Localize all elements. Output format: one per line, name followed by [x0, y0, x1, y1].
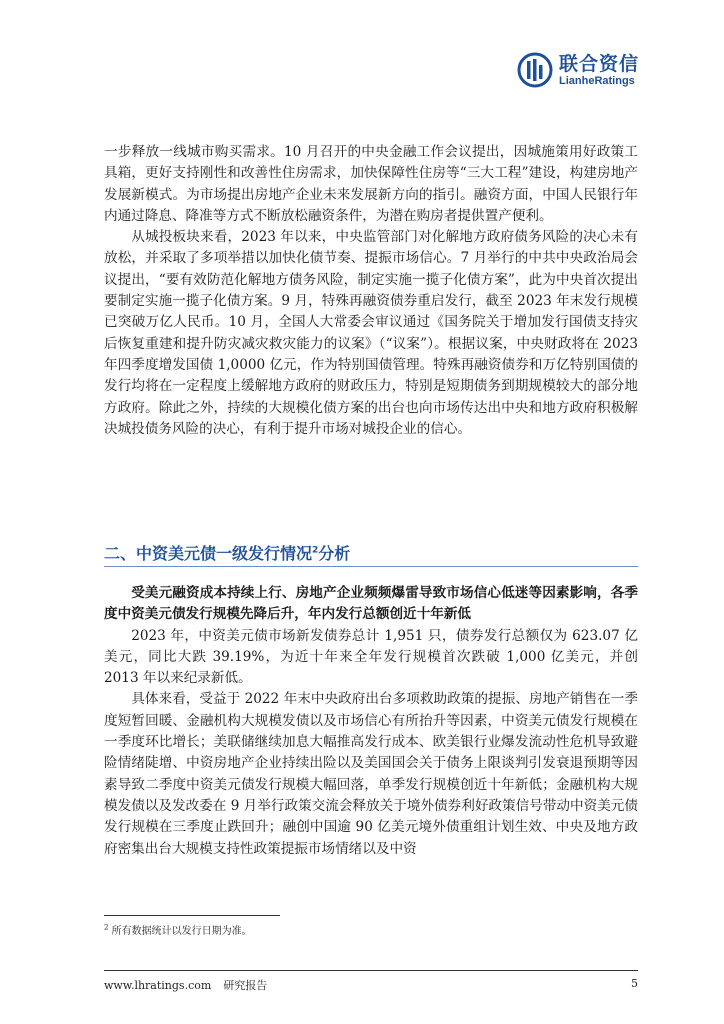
paragraph: 从城投板块来看，2023 年以来，中央监管部门对化解地方政府债务风险的决心未有放松，并采取了多项举措以加快化债节奏、提振市场信心。7 月举行的中共中央政治局会议提出，“要有效防范化解地方债务风险，制定实施一揽子化债方案”，此为中央首次提出要制定实施一揽子化债方案。9 月，特殊再融资债券重启发行，截至 2023 年末发行规模已突破万亿人民币。10 月，全国人大常委会审议通过《国务院关于增加发行国债支持灾后恢复重建和提升防灾减灾救灾能力的议案》（“议案”）。根据议案，中央财政将在 2023 年四季度增发国债 1,0000 亿元，作为特别国债管理。特殊再融资债券和万亿特别国债的发行均将在一定程度上缓解地方政府的财政压力，特别是短期债务到期规模较大的部分地方政府。除此之外，持续的大规模化债方案的出台也向市场传达出中央和地方政府积极解决城投债务风险的决心，有利于提升市场对城投企业的信心。 [104, 229, 638, 437]
footer-doc-type: 研究报告 [223, 979, 268, 992]
company-logo [517, 52, 639, 88]
body-text-bottom [104, 583, 638, 860]
section-heading-main: 二、中资美元债一级发行情况 [104, 544, 313, 563]
section-heading [104, 541, 638, 564]
footnote-divider [104, 915, 280, 916]
bold-subheading: 受美元融资成本持续上行、房地产企业频频爆雷导致市场信心低迷等因素影响，各季度中资美元债发行规模先降后升，年内发行总额创近十年新低 [104, 585, 638, 623]
lianhe-logo-icon [517, 52, 553, 88]
paragraph: 具体来看，受益于 2022 年末中央政府出台多项救助政策的提振、房地产销售在一季度短暂回暖、金融机构大规模发债以及市场信心有所抬升等因素，中资美元债发行规模在一季度环比增长；美联储继续加息大幅推高发行成本、欧美银行业爆发流动性危机导致避险情绪陡增、中资房地产企业持续出险以及美国国会关于债务上限谈判引发衰退预期等因素导致二季度中资美元债发行规模大幅回落，单季发行规模创近十年新低；金融机构大规模发债以及发改委在 9 月举行政策交流会释放关于境外债券利好政策信号带动中资美元债发行规模在三季度止跌回升；融创中国逾 90 亿美元境外债重组计划生效、中央及地方政府密集出台大规模支持性政策提振市场情绪以及中资 [104, 691, 638, 857]
footnote-text: 所有数据统计以发行日期为准。 [111, 926, 252, 937]
section-heading-tail: 分析 [318, 544, 351, 563]
footer-website-link[interactable]: www.lhratings.com [104, 979, 212, 992]
paragraph: 一步释放一线城市购买需求。10 月召开的中央金融工作会议提出，因城施策用好政策工具箱，更好支持刚性和改善性住房需求，加快保障性住房等“三大工程”建设，构建房地产发展新模式。为市场提出房地产企业未来发展新方向的指引。融资方面，中国人民银行年内通过降息、降准等方式不断放松融资条件，为潜在购房者提供置产便利。 [104, 144, 638, 224]
paragraph: 2023 年，中资美元债市场新发债券总计 1,951 只，债券发行总额仅为 623.07 亿美元，同比大跌 39.19%，为近十年来全年发行规模首次跌破 1,000 亿美元，并创 2013 年以来纪录新低。 [104, 627, 638, 687]
footer-divider [104, 970, 638, 971]
page-number: 5 [631, 977, 638, 990]
footnote-ref: 2 [312, 545, 319, 556]
footnote-mark: 2 [104, 923, 109, 932]
section-divider [104, 566, 638, 567]
body-text-top [104, 142, 638, 440]
footnote [104, 922, 252, 937]
footer-left [104, 977, 279, 993]
logo-text-cn: 联合资信 [559, 53, 640, 75]
logo-text-en: LianheRatings [559, 75, 635, 87]
